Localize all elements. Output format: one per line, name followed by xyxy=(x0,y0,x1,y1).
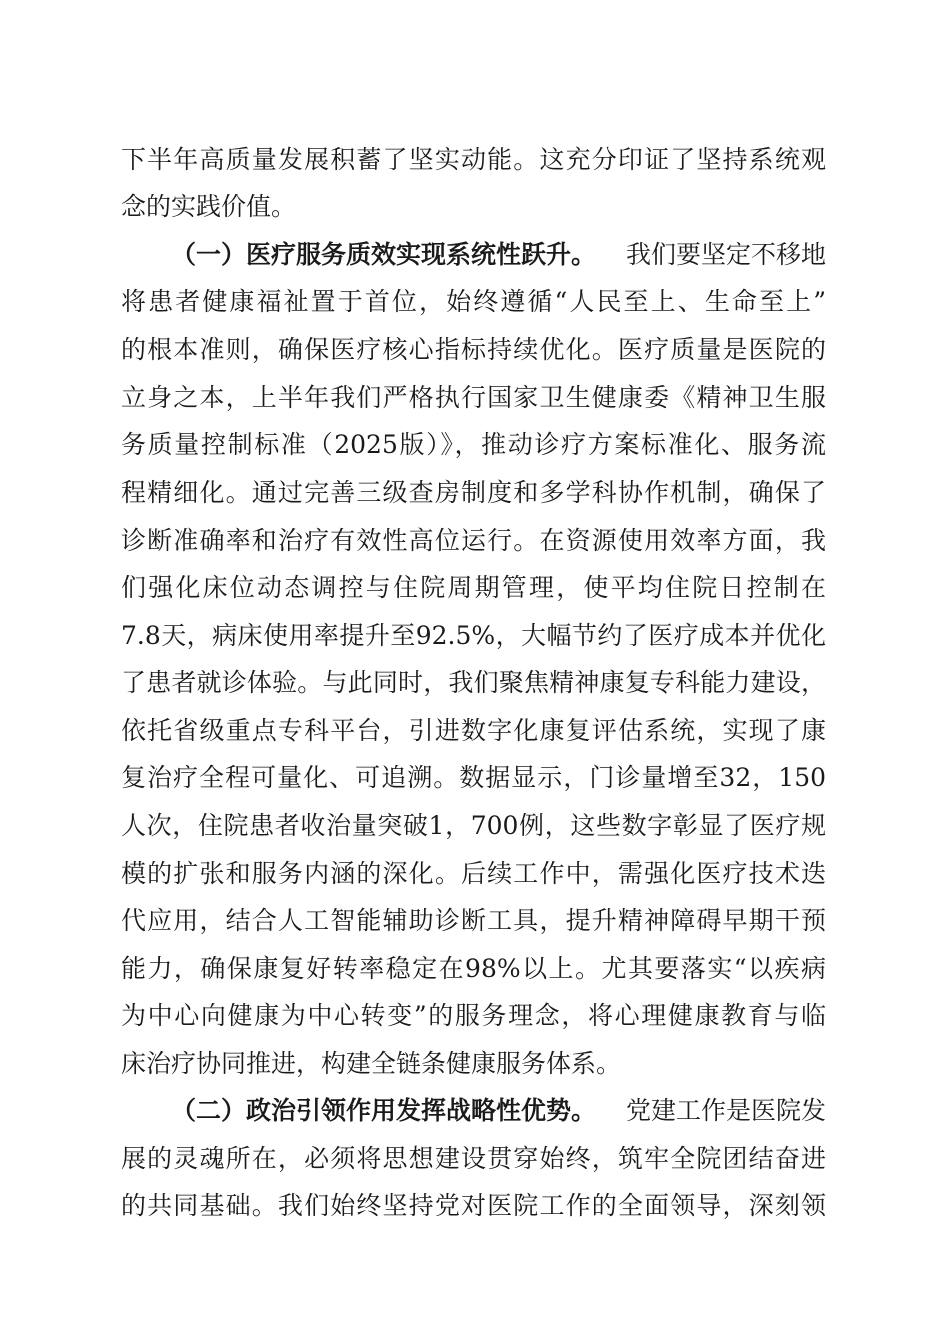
line-text: 我们要坚定不移地 xyxy=(625,240,826,269)
line-text: 展的灵魂所在，必须将思想建设贯穿始终，筑牢全院团结奋进 xyxy=(121,1144,826,1173)
text-line xyxy=(121,473,826,513)
line-text: 立身之本，上半年我们严格执行国家卫生健康委《精神卫生服 xyxy=(121,383,826,412)
text-line xyxy=(121,187,826,227)
line-text: 依托省级重点专科平台，引进数字化康复评估系统，实现了康 xyxy=(121,716,826,745)
text-line xyxy=(121,901,826,941)
line-text: 诊断准确率和治疗有效性高位运行。在资源使用效率方面，我 xyxy=(121,526,826,555)
line-text: 7.8天，病床使用率提升至92.5%，大幅节约了医疗成本并优化 xyxy=(121,621,826,650)
line-text: 们强化床位动态调控与住院周期管理，使平均住院日控制在 xyxy=(121,573,826,602)
text-line xyxy=(121,378,826,418)
line-text: 务质量控制标准（2025版）》，推动诊疗方案标准化、服务流 xyxy=(121,430,826,459)
text-line xyxy=(121,568,826,608)
text-line xyxy=(121,663,826,703)
line-text: 了患者就诊体验。与此同时，我们聚焦精神康复专科能力建设， xyxy=(121,668,826,697)
text-line xyxy=(121,1139,826,1179)
line-text: 下半年高质量发展积蓄了坚实动能。这充分印证了坚持系统观 xyxy=(121,145,826,174)
text-line xyxy=(121,282,826,322)
section-heading: （二）政治引领作用发挥战略性优势。 xyxy=(171,1096,597,1125)
text-line xyxy=(121,758,826,798)
text-line xyxy=(121,140,826,180)
text-line xyxy=(121,330,826,370)
text-line xyxy=(121,996,826,1036)
line-text: 程精细化。通过完善三级查房制度和多学科协作机制，确保了 xyxy=(121,478,826,507)
text-line xyxy=(121,616,826,656)
text-line xyxy=(121,521,826,561)
line-text: 代应用，结合人工智能辅助诊断工具，提升精神障碍早期干预 xyxy=(121,906,826,935)
text-line xyxy=(121,806,826,846)
line-text: 人次，住院患者收治量突破1，700例，这些数字彰显了医疗规 xyxy=(121,811,826,840)
line-text: 党建工作是医院发 xyxy=(625,1096,826,1125)
line-text: 床治疗协同推进，构建全链条健康服务体系。 xyxy=(121,1049,622,1078)
text-line xyxy=(171,1091,826,1131)
text-line xyxy=(121,949,826,989)
text-line xyxy=(121,711,826,751)
section-heading: （一）医疗服务质效实现系统性跃升。 xyxy=(171,240,597,269)
line-text: 能力，确保康复好转率稳定在98%以上。尤其要落实“以疾病 xyxy=(121,954,826,983)
text-line xyxy=(171,235,826,275)
text-line xyxy=(121,1186,826,1226)
line-text: 念的实践价值。 xyxy=(121,192,297,221)
line-text: 的根本准则，确保医疗核心指标持续优化。医疗质量是医院的 xyxy=(121,335,826,364)
line-text: 将患者健康福祉置于首位，始终遵循“人民至上、生命至上” xyxy=(121,287,826,316)
line-text: 模的扩张和服务内涵的深化。后续工作中，需强化医疗技术迭 xyxy=(121,859,826,888)
text-line xyxy=(121,425,826,465)
line-text: 复治疗全程可量化、可追溯。数据显示，门诊量增至32，150 xyxy=(121,763,826,792)
line-text: 的共同基础。我们始终坚持党对医院工作的全面领导，深刻领 xyxy=(121,1191,826,1220)
text-line xyxy=(121,854,826,894)
line-text: 为中心向健康为中心转变”的服务理念，将心理健康教育与临 xyxy=(121,1001,826,1030)
text-line xyxy=(121,1044,826,1084)
